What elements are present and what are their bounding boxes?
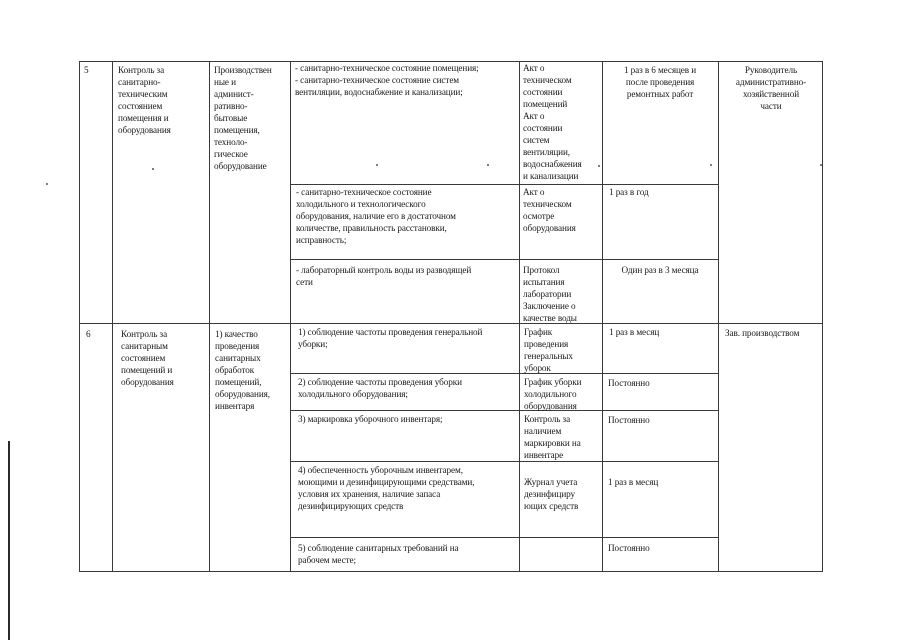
control-area: Производствен ные и админист- ративно- бытовые помещения, техноло- гическое оборудование: [214, 65, 272, 171]
subrow-line: [290, 184, 718, 185]
subrow-line: [290, 373, 718, 374]
control-frequency: 1 раз в месяц: [609, 327, 660, 337]
col-line-3: [290, 61, 291, 572]
control-document: Контроль за наличием маркировки на инвентаре: [524, 414, 581, 460]
control-document: Журнал учета дезинфициру ющих средств: [524, 477, 579, 511]
subrow-line: [290, 410, 718, 411]
control-frequency: 1 раз в месяц: [608, 477, 659, 487]
scan-speck: [710, 164, 712, 166]
subrow-line: [290, 259, 718, 260]
subrow-line: [290, 461, 718, 462]
scan-edge-mark: [8, 441, 10, 640]
control-document: Акт о техническом состоянии помещений Акт о состоянии систем вентиляции, водоснабжения и канализации: [523, 63, 582, 181]
control-document: График уборки холодильного оборудования: [524, 377, 582, 411]
col-line-0: [79, 61, 80, 572]
control-item: 2) соблюдение частоты проведения уборки холодильного оборудования;: [298, 377, 462, 399]
col-line-6: [718, 61, 719, 572]
control-item: - лабораторный контроль воды из разводящей сети: [296, 265, 472, 287]
control-item: 5) соблюдение санитарных требований на рабочем месте;: [298, 543, 459, 565]
control-area: 1) качество проведения санитарных обработок помещений, оборудования, инвентаря: [215, 329, 270, 411]
row-separator: [79, 323, 823, 324]
col-line-7: [822, 61, 823, 572]
control-item: - санитарно-техническое состояние холодильного и технологического оборудования, наличие его в достаточном количестве, правильность расстановки, исправность;: [296, 187, 456, 245]
control-frequency: Постоянно: [608, 543, 650, 553]
row-number: 5: [84, 65, 89, 75]
control-item: 3) маркировка уборочного инвентаря;: [298, 414, 443, 424]
scan-speck: [820, 164, 822, 166]
responsible-person: Руководитель административно- хозяйственной части: [735, 65, 807, 111]
scan-speck: [598, 165, 600, 167]
control-frequency: 1 раз в год: [609, 187, 649, 197]
control-document: Протокол испытания лаборатории Заключение о качестве воды: [523, 265, 577, 323]
col-line-4: [519, 61, 520, 572]
scan-speck: [152, 168, 154, 170]
control-document: График проведения генеральных уборок: [524, 327, 573, 373]
control-frequency: Один раз в 3 месяца: [621, 265, 699, 275]
control-frequency: Постоянно: [608, 415, 650, 425]
subrow-line: [290, 537, 718, 538]
control-item: 1) соблюдение частоты проведения генеральной уборки;: [298, 327, 483, 349]
control-document: Акт о техническом осмотре оборудования: [523, 187, 576, 233]
row-number: 6: [86, 329, 91, 339]
col-line-2: [209, 61, 210, 572]
control-object: Контроль за санитарно- техническим состоянием помещения и оборудования: [118, 65, 171, 135]
scan-speck: [46, 183, 48, 185]
responsible-person: Зав. производством: [725, 328, 800, 338]
control-item: - санитарно-техническое состояние помещения; - санитарно-техническое состояние систем вентиляции, водоснабжение и канализации;: [295, 63, 479, 97]
table-bottom-border: [79, 571, 823, 572]
scan-speck: [376, 164, 378, 166]
control-item: 4) обеспеченность уборочным инвентарем, моющими и дезинфицирующими средствами, условия их хранения, наличие запаса дезинфицирующих средств: [298, 465, 475, 511]
control-object: Контроль за санитарным состоянием помещений и оборудования: [121, 329, 174, 387]
col-line-1: [112, 61, 113, 572]
control-frequency: Постоянно: [608, 378, 650, 388]
scan-speck: [487, 164, 489, 166]
control-frequency: 1 раз в 6 месяцев и после проведения ремонтных работ: [623, 65, 697, 99]
